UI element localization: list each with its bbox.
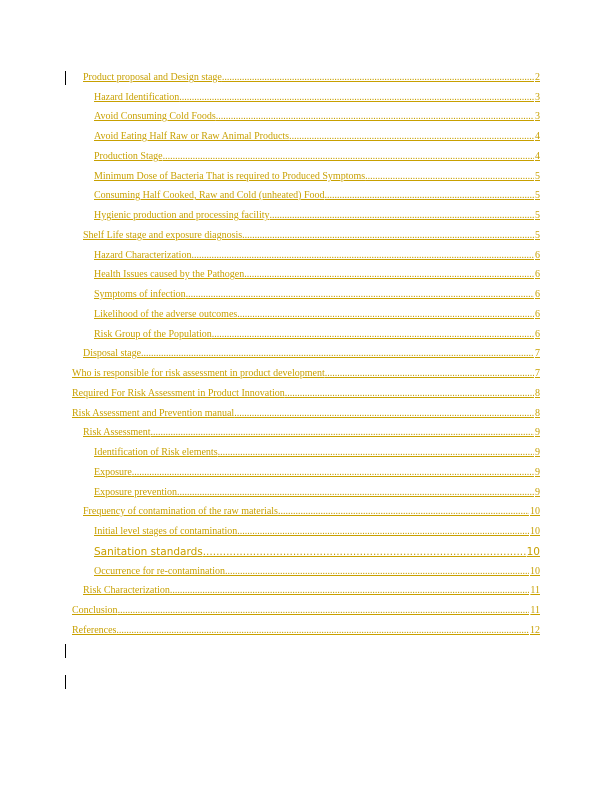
toc-entry[interactable] bbox=[94, 308, 540, 322]
toc-entry[interactable] bbox=[94, 91, 540, 105]
toc-entry[interactable] bbox=[94, 466, 540, 480]
toc-entry-page: 9 bbox=[535, 447, 540, 458]
toc-entry-title: Consuming Half Cooked, Raw and Cold (unheated) Food bbox=[94, 190, 325, 201]
toc-entry-page: 10 bbox=[530, 526, 540, 537]
toc-entry-page: 5 bbox=[535, 190, 540, 201]
toc-entry-title: Avoid Consuming Cold Foods bbox=[94, 111, 216, 122]
toc-leader bbox=[365, 170, 534, 184]
toc-entry[interactable] bbox=[94, 525, 540, 539]
toc-entry-title: Required For Risk Assessment in Product Innovation bbox=[72, 388, 285, 399]
toc-entry[interactable] bbox=[94, 249, 540, 263]
toc-entry-page: 6 bbox=[535, 289, 540, 300]
toc-entry-page: 4 bbox=[535, 151, 540, 162]
toc-entry[interactable] bbox=[94, 130, 540, 144]
toc-entry-title: Who is responsible for risk assessment in product development bbox=[72, 368, 325, 379]
toc-entry-page: 10 bbox=[530, 566, 540, 577]
toc-leader bbox=[170, 584, 529, 598]
toc-entry-title: Sanitation standards bbox=[94, 546, 203, 558]
toc-entry-title: Symptoms of infection bbox=[94, 289, 186, 300]
toc-entry-page: 9 bbox=[535, 487, 540, 498]
toc-entry-page: 9 bbox=[535, 427, 540, 438]
toc-entry-page: 3 bbox=[535, 111, 540, 122]
toc-leader bbox=[242, 229, 534, 243]
toc-leader bbox=[270, 209, 534, 223]
toc-leader bbox=[325, 189, 534, 203]
toc-entry-title: Production Stage bbox=[94, 151, 163, 162]
toc-entry[interactable] bbox=[94, 110, 540, 124]
toc-entry[interactable] bbox=[72, 407, 540, 421]
toc-entry-page: 6 bbox=[535, 309, 540, 320]
toc-leader bbox=[285, 387, 534, 401]
toc-entry-page: 5 bbox=[535, 210, 540, 221]
toc-leader bbox=[278, 505, 529, 519]
toc-leader bbox=[118, 604, 530, 618]
toc-entry-title: Disposal stage bbox=[83, 348, 142, 359]
toc-entry[interactable] bbox=[94, 565, 540, 579]
toc-entry-title: Hazard Identification bbox=[94, 92, 180, 103]
toc-leader bbox=[179, 91, 534, 105]
toc-entry-page: 12 bbox=[530, 625, 540, 636]
toc-entry[interactable] bbox=[94, 486, 540, 500]
toc-leader bbox=[141, 347, 534, 361]
toc-entry-title: Product proposal and Design stage bbox=[83, 72, 222, 83]
toc-entry-title: Avoid Eating Half Raw or Raw Animal Products bbox=[94, 131, 290, 142]
toc-entry-title: Hygienic production and processing facility bbox=[94, 210, 270, 221]
toc-entry-page: 6 bbox=[535, 269, 540, 280]
toc-leader bbox=[234, 407, 534, 421]
toc-entry[interactable] bbox=[94, 189, 540, 203]
toc-leader bbox=[116, 624, 529, 638]
toc-leader bbox=[237, 308, 534, 322]
toc-leader bbox=[289, 130, 534, 144]
toc-leader bbox=[325, 367, 534, 381]
toc-entry-page: 9 bbox=[535, 467, 540, 478]
toc-entry[interactable] bbox=[83, 347, 540, 361]
toc-entry[interactable] bbox=[94, 268, 540, 282]
toc-entry-page: 11 bbox=[530, 585, 540, 596]
toc-leader bbox=[186, 288, 534, 302]
text-cursor bbox=[65, 644, 66, 658]
toc-entry[interactable] bbox=[72, 604, 540, 618]
toc-entry[interactable] bbox=[72, 624, 540, 638]
toc-entry-page: 3 bbox=[535, 92, 540, 103]
toc-entry[interactable] bbox=[72, 367, 540, 381]
toc-leader bbox=[177, 486, 534, 500]
toc-entry-title: Likelihood of the adverse outcomes bbox=[94, 309, 238, 320]
toc-entry-title: Identification of Risk elements bbox=[94, 447, 218, 458]
toc-entry-title: Hazard Characterization bbox=[94, 250, 192, 261]
toc-entry-title: Risk Characterization bbox=[83, 585, 170, 596]
toc-leader bbox=[151, 426, 534, 440]
toc-entry-title: Health Issues caused by the Pathogen bbox=[94, 269, 245, 280]
toc-entry-title: Exposure bbox=[94, 467, 132, 478]
toc-leader bbox=[132, 466, 534, 480]
toc-entry-page: 6 bbox=[535, 250, 540, 261]
toc-entry[interactable] bbox=[83, 584, 540, 598]
toc-entry-page: 7 bbox=[535, 368, 540, 379]
toc-entry-page: 2 bbox=[535, 72, 540, 83]
toc-entry[interactable] bbox=[83, 426, 540, 440]
toc-entry-title: Exposure prevention bbox=[94, 487, 178, 498]
toc-entry[interactable] bbox=[94, 328, 540, 342]
toc-entry-page: 6 bbox=[535, 329, 540, 340]
toc-entry-title: Shelf Life stage and exposure diagnosis bbox=[83, 230, 243, 241]
toc-entry-title: Risk Group of the Population bbox=[94, 329, 212, 340]
toc-entry[interactable] bbox=[94, 170, 540, 184]
toc-entry[interactable] bbox=[94, 150, 540, 164]
toc-entry-page: 7 bbox=[535, 348, 540, 359]
toc-entry-title: Risk Assessment and Prevention manual bbox=[72, 408, 235, 419]
toc-leader bbox=[225, 565, 529, 579]
toc-entry-page: 8 bbox=[535, 388, 540, 399]
toc-leader bbox=[237, 525, 529, 539]
toc-entry-page: 5 bbox=[535, 171, 540, 182]
toc-entry[interactable] bbox=[83, 505, 540, 519]
toc-entry-page: 8 bbox=[535, 408, 540, 419]
toc-entry-title: References bbox=[72, 625, 117, 636]
toc-entry[interactable] bbox=[83, 229, 540, 243]
toc-leader bbox=[163, 150, 534, 164]
toc-leader bbox=[218, 446, 534, 460]
text-cursor bbox=[65, 675, 66, 689]
toc-leader bbox=[244, 268, 534, 282]
toc-leader bbox=[222, 71, 534, 85]
toc-entry-title: Initial level stages of contamination bbox=[94, 526, 238, 537]
change-bar bbox=[65, 71, 66, 85]
toc-entry[interactable] bbox=[94, 209, 540, 223]
toc-entry-page: 5 bbox=[535, 230, 540, 241]
toc-entry[interactable] bbox=[94, 288, 540, 302]
toc-leader bbox=[203, 545, 526, 559]
toc-entry-title: Conclusion bbox=[72, 605, 118, 616]
toc-leader bbox=[216, 110, 534, 124]
toc-entry[interactable] bbox=[72, 387, 540, 401]
toc-leader bbox=[191, 249, 534, 263]
toc-leader bbox=[212, 328, 534, 342]
toc-entry-title: Risk Assessment bbox=[83, 427, 151, 438]
toc-entry-page: 10 bbox=[530, 506, 540, 517]
toc-entry[interactable] bbox=[94, 446, 540, 460]
toc-entry-page: 10 bbox=[526, 546, 540, 558]
toc-entry-page: 4 bbox=[535, 131, 540, 142]
toc-entry[interactable] bbox=[94, 545, 540, 559]
toc-entry-title: Frequency of contamination of the raw materials bbox=[83, 506, 278, 517]
toc-entry[interactable] bbox=[83, 71, 540, 85]
toc-entry-page: 11 bbox=[530, 605, 540, 616]
toc-entry-title: Occurrence for re-contamination bbox=[94, 566, 226, 577]
toc-entry-title: Minimum Dose of Bacteria That is required to Produced Symptoms bbox=[94, 171, 366, 182]
